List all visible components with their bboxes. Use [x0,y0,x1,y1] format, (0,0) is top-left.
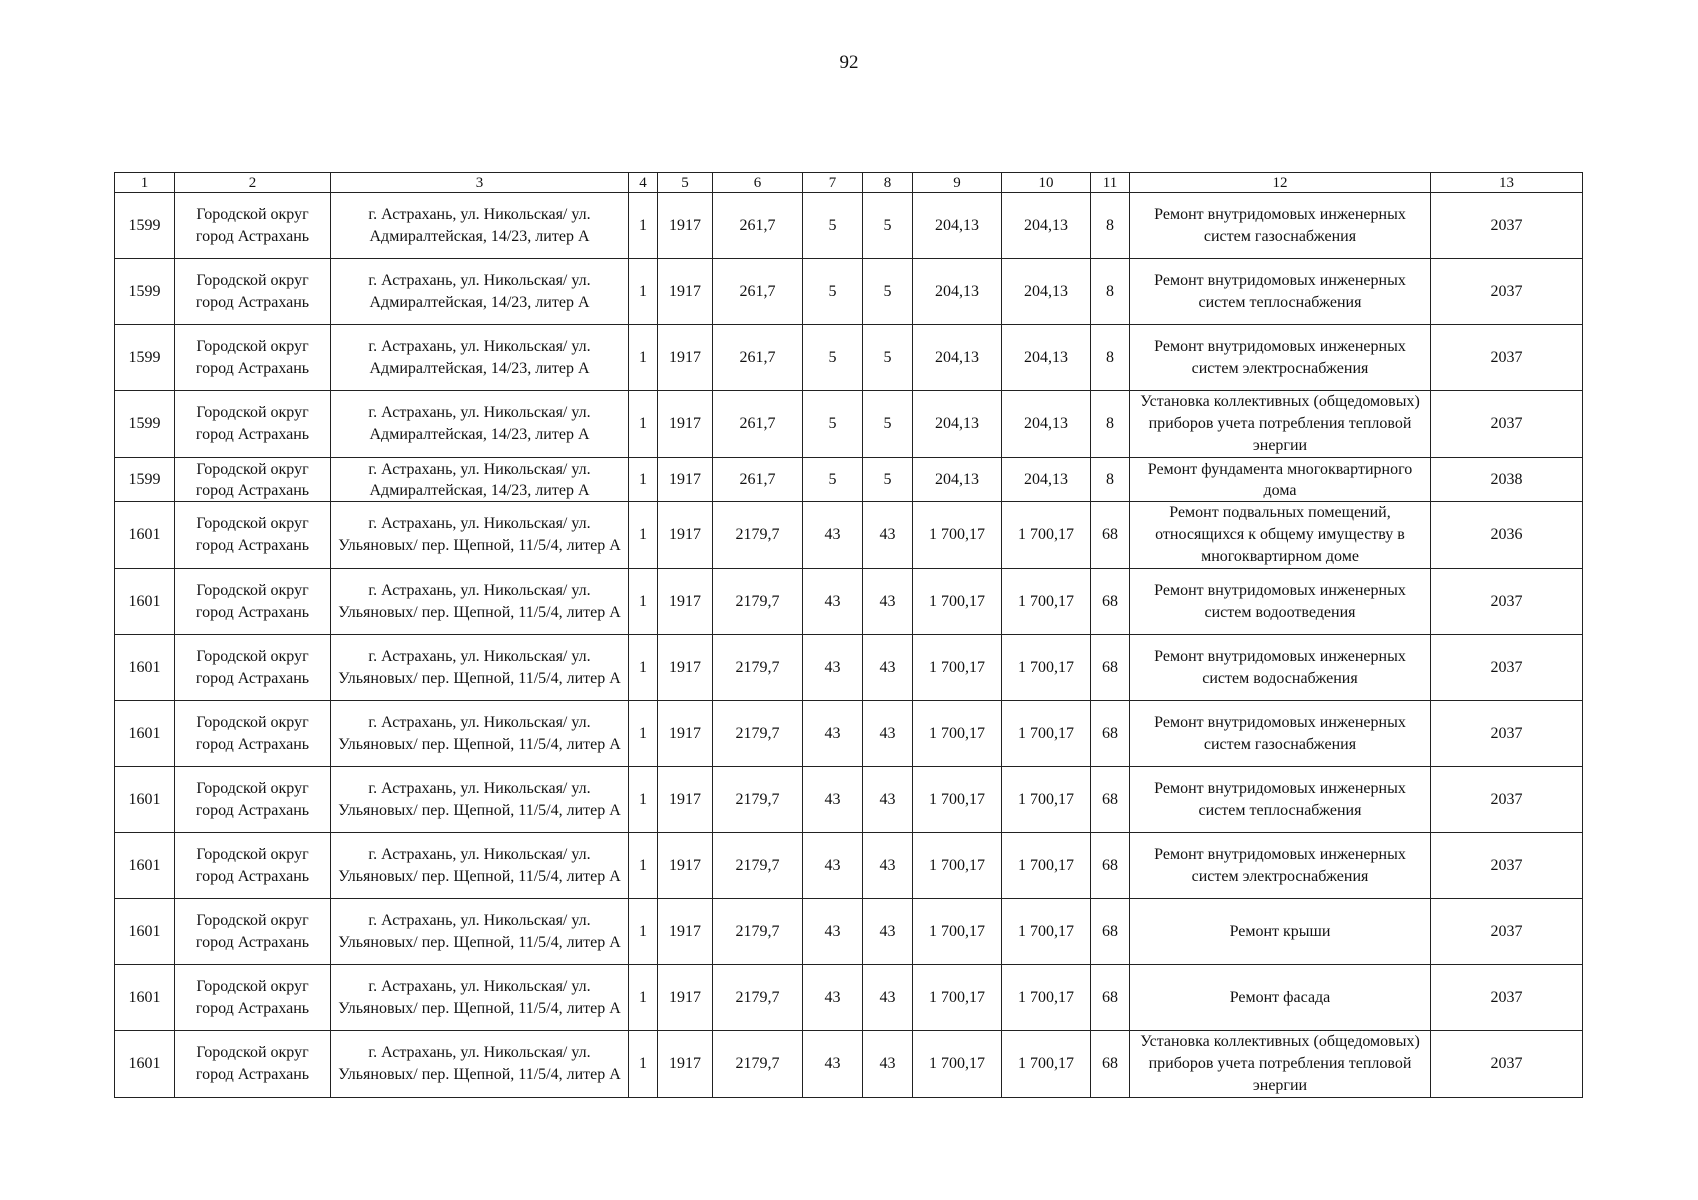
cell-col8: 43 [863,899,913,965]
table-row [115,635,1583,701]
col-header-12: 12 [1130,173,1431,193]
table-row [115,391,1583,458]
cell-address: г. Астрахань, ул. Никольская/ ул. Ульяновых/ пер. Щепной, 11/5/4, литер А [331,1031,629,1098]
cell-house-id: 1599 [115,458,175,502]
cell-area: 2179,7 [713,899,803,965]
cell-plan-year: 2037 [1431,193,1583,259]
cell-col7: 43 [803,965,863,1031]
cell-col10: 1 700,17 [1002,701,1091,767]
cell-col11: 68 [1091,1031,1130,1098]
table-row [115,193,1583,259]
cell-col10: 204,13 [1002,193,1091,259]
cell-col9: 1 700,17 [913,965,1002,1031]
cell-col4: 1 [629,1031,658,1098]
cell-col11: 8 [1091,193,1130,259]
cell-work-type: Установка коллективных (общедомовых) приборов учета потребления тепловой энергии [1130,391,1431,458]
table-row [115,259,1583,325]
cell-col11: 68 [1091,965,1130,1031]
cell-area: 261,7 [713,325,803,391]
cell-house-id: 1601 [115,635,175,701]
cell-col7: 5 [803,193,863,259]
capital-repair-table [114,172,1583,1098]
cell-col11: 8 [1091,325,1130,391]
cell-col9: 204,13 [913,458,1002,502]
cell-col4: 1 [629,193,658,259]
cell-year: 1917 [658,701,713,767]
cell-col7: 43 [803,569,863,635]
cell-address: г. Астрахань, ул. Никольская/ ул. Ульяновых/ пер. Щепной, 11/5/4, литер А [331,701,629,767]
cell-col4: 1 [629,635,658,701]
cell-work-type: Ремонт внутридомовых инженерных систем электроснабжения [1130,325,1431,391]
cell-house-id: 1601 [115,1031,175,1098]
cell-area: 2179,7 [713,767,803,833]
cell-house-id: 1599 [115,391,175,458]
cell-area: 2179,7 [713,569,803,635]
table-row [115,701,1583,767]
cell-address: г. Астрахань, ул. Никольская/ ул. Ульяновых/ пер. Щепной, 11/5/4, литер А [331,502,629,569]
cell-col10: 1 700,17 [1002,569,1091,635]
cell-address: г. Астрахань, ул. Никольская/ ул. Ульяновых/ пер. Щепной, 11/5/4, литер А [331,767,629,833]
cell-col7: 43 [803,701,863,767]
col-header-10: 10 [1002,173,1091,193]
cell-work-type: Ремонт внутридомовых инженерных систем электроснабжения [1130,833,1431,899]
cell-year: 1917 [658,325,713,391]
cell-col8: 43 [863,1031,913,1098]
table-row [115,965,1583,1031]
cell-year: 1917 [658,1031,713,1098]
cell-col11: 68 [1091,701,1130,767]
cell-plan-year: 2036 [1431,502,1583,569]
cell-col9: 204,13 [913,259,1002,325]
cell-address: г. Астрахань, ул. Никольская/ ул. Ульяновых/ пер. Щепной, 11/5/4, литер А [331,833,629,899]
cell-year: 1917 [658,899,713,965]
col-header-9: 9 [913,173,1002,193]
cell-year: 1917 [658,569,713,635]
cell-address: г. Астрахань, ул. Никольская/ ул. Адмиралтейская, 14/23, литер А [331,325,629,391]
cell-plan-year: 2037 [1431,259,1583,325]
cell-col10: 204,13 [1002,391,1091,458]
cell-plan-year: 2037 [1431,965,1583,1031]
cell-address: г. Астрахань, ул. Никольская/ ул. Ульяновых/ пер. Щепной, 11/5/4, литер А [331,569,629,635]
cell-col7: 43 [803,899,863,965]
cell-municipality: Городской округ город Астрахань [175,569,331,635]
cell-col8: 5 [863,193,913,259]
cell-house-id: 1599 [115,259,175,325]
cell-col8: 5 [863,458,913,502]
cell-house-id: 1601 [115,833,175,899]
cell-work-type: Ремонт внутридомовых инженерных систем теплоснабжения [1130,767,1431,833]
cell-year: 1917 [658,193,713,259]
cell-address: г. Астрахань, ул. Никольская/ ул. Адмиралтейская, 14/23, литер А [331,259,629,325]
cell-work-type: Ремонт внутридомовых инженерных систем водоотведения [1130,569,1431,635]
cell-col8: 43 [863,569,913,635]
cell-col11: 68 [1091,569,1130,635]
cell-address: г. Астрахань, ул. Никольская/ ул. Адмиралтейская, 14/23, литер А [331,193,629,259]
cell-work-type: Ремонт внутридомовых инженерных систем газоснабжения [1130,193,1431,259]
cell-col9: 1 700,17 [913,899,1002,965]
cell-col11: 8 [1091,259,1130,325]
cell-municipality: Городской округ город Астрахань [175,767,331,833]
cell-year: 1917 [658,502,713,569]
cell-work-type: Ремонт внутридомовых инженерных систем теплоснабжения [1130,259,1431,325]
cell-municipality: Городской округ город Астрахань [175,502,331,569]
cell-municipality: Городской округ город Астрахань [175,965,331,1031]
cell-col11: 68 [1091,899,1130,965]
col-header-8: 8 [863,173,913,193]
cell-area: 2179,7 [713,965,803,1031]
cell-col4: 1 [629,325,658,391]
cell-work-type: Ремонт фундамента многоквартирного дома [1130,458,1431,502]
cell-col8: 43 [863,767,913,833]
cell-area: 261,7 [713,259,803,325]
cell-municipality: Городской округ город Астрахань [175,193,331,259]
cell-col8: 5 [863,325,913,391]
col-header-5: 5 [658,173,713,193]
page-number: 92 [839,52,859,73]
table-row [115,458,1583,502]
cell-area: 2179,7 [713,635,803,701]
col-header-11: 11 [1091,173,1130,193]
cell-area: 2179,7 [713,833,803,899]
cell-year: 1917 [658,965,713,1031]
cell-house-id: 1601 [115,701,175,767]
cell-plan-year: 2037 [1431,833,1583,899]
cell-col8: 43 [863,502,913,569]
cell-area: 261,7 [713,391,803,458]
cell-col10: 204,13 [1002,325,1091,391]
cell-col11: 68 [1091,635,1130,701]
cell-col4: 1 [629,701,658,767]
cell-plan-year: 2037 [1431,635,1583,701]
cell-plan-year: 2037 [1431,391,1583,458]
cell-house-id: 1601 [115,767,175,833]
cell-col7: 5 [803,259,863,325]
col-header-13: 13 [1431,173,1583,193]
col-header-7: 7 [803,173,863,193]
cell-municipality: Городской округ город Астрахань [175,458,331,502]
cell-year: 1917 [658,259,713,325]
cell-municipality: Городской округ город Астрахань [175,701,331,767]
cell-col11: 8 [1091,458,1130,502]
cell-col9: 1 700,17 [913,833,1002,899]
cell-work-type: Ремонт фасада [1130,965,1431,1031]
cell-col10: 204,13 [1002,458,1091,502]
cell-col10: 1 700,17 [1002,635,1091,701]
cell-work-type: Ремонт подвальных помещений, относящихся к общему имуществу в многоквартирном доме [1130,502,1431,569]
cell-col7: 43 [803,1031,863,1098]
table-row [115,899,1583,965]
cell-municipality: Городской округ город Астрахань [175,833,331,899]
cell-area: 2179,7 [713,1031,803,1098]
cell-col10: 1 700,17 [1002,1031,1091,1098]
cell-municipality: Городской округ город Астрахань [175,325,331,391]
col-header-3: 3 [331,173,629,193]
cell-col8: 5 [863,391,913,458]
cell-plan-year: 2037 [1431,1031,1583,1098]
cell-col7: 43 [803,635,863,701]
cell-house-id: 1601 [115,502,175,569]
cell-col9: 1 700,17 [913,635,1002,701]
cell-address: г. Астрахань, ул. Никольская/ ул. Ульяновых/ пер. Щепной, 11/5/4, литер А [331,635,629,701]
cell-col8: 43 [863,965,913,1031]
cell-house-id: 1601 [115,965,175,1031]
cell-col4: 1 [629,259,658,325]
cell-col4: 1 [629,458,658,502]
table-row [115,569,1583,635]
cell-area: 2179,7 [713,502,803,569]
col-header-4: 4 [629,173,658,193]
cell-house-id: 1601 [115,569,175,635]
cell-col4: 1 [629,767,658,833]
table-row [115,1031,1583,1098]
cell-col4: 1 [629,391,658,458]
cell-work-type: Установка коллективных (общедомовых) приборов учета потребления тепловой энергии [1130,1031,1431,1098]
cell-col11: 68 [1091,502,1130,569]
cell-col4: 1 [629,965,658,1031]
cell-col9: 1 700,17 [913,1031,1002,1098]
cell-house-id: 1601 [115,899,175,965]
cell-col4: 1 [629,899,658,965]
table-row [115,325,1583,391]
cell-address: г. Астрахань, ул. Никольская/ ул. Адмиралтейская, 14/23, литер А [331,458,629,502]
cell-area: 2179,7 [713,701,803,767]
cell-col11: 68 [1091,767,1130,833]
cell-plan-year: 2037 [1431,325,1583,391]
cell-address: г. Астрахань, ул. Никольская/ ул. Ульяновых/ пер. Щепной, 11/5/4, литер А [331,899,629,965]
table-body [115,193,1583,1098]
col-header-2: 2 [175,173,331,193]
cell-municipality: Городской округ город Астрахань [175,1031,331,1098]
cell-col10: 1 700,17 [1002,502,1091,569]
cell-col9: 1 700,17 [913,701,1002,767]
cell-col7: 43 [803,767,863,833]
cell-col10: 1 700,17 [1002,899,1091,965]
cell-area: 261,7 [713,193,803,259]
cell-col4: 1 [629,502,658,569]
table-row [115,502,1583,569]
col-header-1: 1 [115,173,175,193]
cell-col7: 5 [803,458,863,502]
cell-house-id: 1599 [115,325,175,391]
cell-col9: 204,13 [913,391,1002,458]
cell-plan-year: 2037 [1431,569,1583,635]
cell-work-type: Ремонт крыши [1130,899,1431,965]
cell-area: 261,7 [713,458,803,502]
cell-col10: 1 700,17 [1002,833,1091,899]
cell-house-id: 1599 [115,193,175,259]
cell-col9: 204,13 [913,193,1002,259]
table-row [115,833,1583,899]
cell-col9: 1 700,17 [913,569,1002,635]
cell-year: 1917 [658,833,713,899]
cell-plan-year: 2038 [1431,458,1583,502]
cell-municipality: Городской округ город Астрахань [175,635,331,701]
cell-work-type: Ремонт внутридомовых инженерных систем водоснабжения [1130,635,1431,701]
cell-col7: 5 [803,325,863,391]
cell-col7: 5 [803,391,863,458]
cell-col4: 1 [629,569,658,635]
cell-year: 1917 [658,635,713,701]
cell-col7: 43 [803,833,863,899]
cell-address: г. Астрахань, ул. Никольская/ ул. Ульяновых/ пер. Щепной, 11/5/4, литер А [331,965,629,1031]
cell-col8: 43 [863,833,913,899]
cell-plan-year: 2037 [1431,899,1583,965]
cell-col9: 204,13 [913,325,1002,391]
cell-col10: 204,13 [1002,259,1091,325]
cell-col8: 43 [863,635,913,701]
cell-municipality: Городской округ город Астрахань [175,259,331,325]
cell-col9: 1 700,17 [913,767,1002,833]
cell-col10: 1 700,17 [1002,767,1091,833]
cell-municipality: Городской округ город Астрахань [175,391,331,458]
cell-year: 1917 [658,767,713,833]
cell-work-type: Ремонт внутридомовых инженерных систем газоснабжения [1130,701,1431,767]
cell-year: 1917 [658,391,713,458]
cell-col8: 43 [863,701,913,767]
cell-col4: 1 [629,833,658,899]
cell-col11: 68 [1091,833,1130,899]
cell-plan-year: 2037 [1431,767,1583,833]
table-header-row [115,173,1583,193]
cell-col10: 1 700,17 [1002,965,1091,1031]
cell-municipality: Городской округ город Астрахань [175,899,331,965]
cell-col7: 43 [803,502,863,569]
cell-col8: 5 [863,259,913,325]
cell-year: 1917 [658,458,713,502]
col-header-6: 6 [713,173,803,193]
cell-col9: 1 700,17 [913,502,1002,569]
cell-col11: 8 [1091,391,1130,458]
cell-plan-year: 2037 [1431,701,1583,767]
table-row [115,767,1583,833]
cell-address: г. Астрахань, ул. Никольская/ ул. Адмиралтейская, 14/23, литер А [331,391,629,458]
